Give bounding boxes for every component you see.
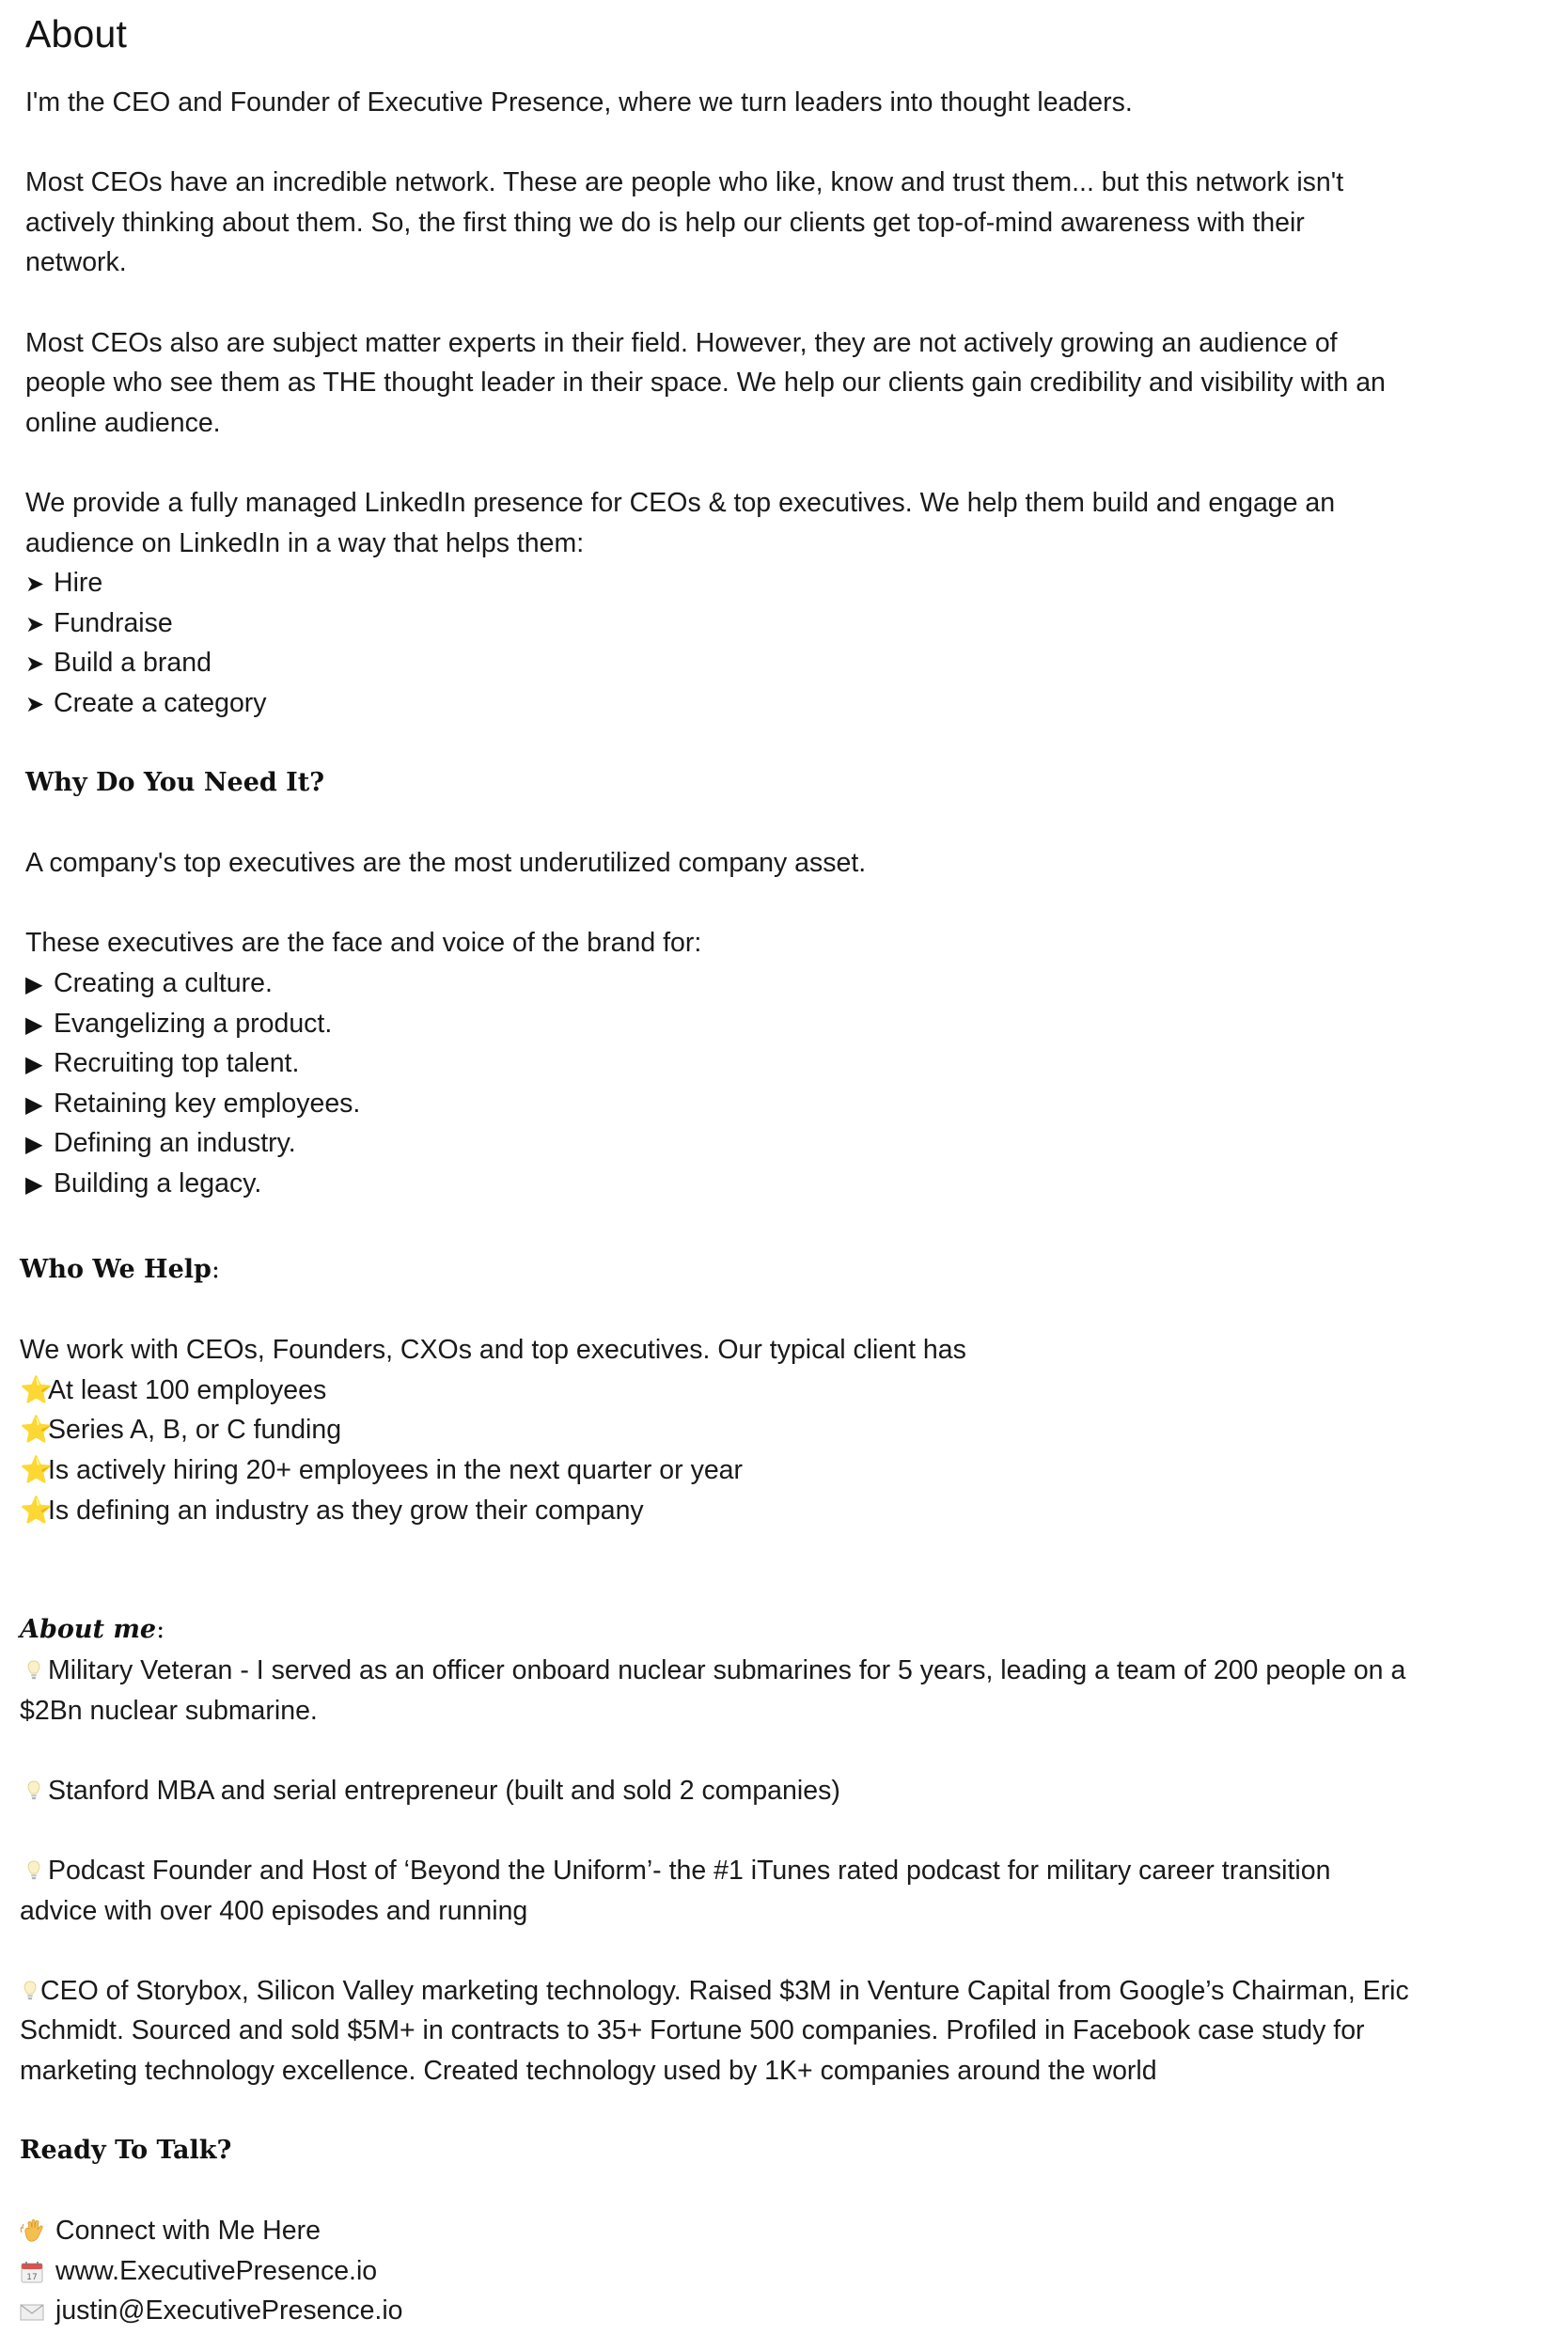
triangle-bullet-icon: ▶ (25, 1091, 43, 1118)
arrowhead-bullet-icon: ➤ (25, 572, 45, 598)
list-item (25, 964, 1548, 1004)
paragraph-line: Schmidt. Sourced and sold $5M+ in contracts to 35+ Fortune 500 companies. Profiled in Facebook case study for (20, 2015, 1365, 2046)
email-row[interactable] (20, 2291, 1543, 2331)
paragraph-line: people who see them as THE thought leader in their space. We help our clients gain credibility and visibility with an (25, 368, 1386, 399)
envelope-icon (20, 2291, 55, 2331)
about-me-heading-colon: : (156, 1615, 165, 1645)
list-item (25, 1164, 1548, 1204)
list-item-text: Series A, B, or C funding (48, 1415, 342, 1446)
star-icon: ⭐ (20, 1495, 53, 1525)
list-item-text: Create a category (54, 687, 267, 718)
list-item-text: Defining an industry. (54, 1128, 296, 1159)
list-item (25, 563, 1548, 603)
list-item (25, 1004, 1548, 1044)
list-item-text: Retaining key employees. (54, 1088, 361, 1119)
website-row[interactable] (20, 2251, 1543, 2292)
list-item (20, 1450, 1543, 1491)
arrowhead-bullet-icon: ➤ (25, 651, 45, 678)
who-heading (20, 1250, 1543, 1291)
triangle-bullet-icon: ▶ (25, 1052, 43, 1078)
who-heading-colon: : (211, 1255, 220, 1284)
paragraph-line: network. (25, 247, 127, 278)
triangle-bullet-icon: ▶ (25, 1011, 43, 1038)
list-item-text: CEO of Storybox, Silicon Valley marketing technology. Raised $3M in Venture Capital from Google’s Chairman, Eric (40, 1975, 1409, 2006)
contact-heading: Ready To Talk? (20, 2136, 232, 2166)
list-item (25, 643, 1548, 683)
list-item (20, 1851, 1543, 1891)
star-icon: ⭐ (20, 1415, 53, 1445)
list-item (25, 1043, 1548, 1084)
why-statement: A company's top executives are the most underutilized company asset. (25, 848, 867, 879)
paragraph-line: online audience. (25, 407, 221, 438)
about-body-lower (20, 1250, 1543, 2331)
paragraph-line: audience on LinkedIn in a way that helps them: (25, 527, 585, 558)
triangle-bullet-icon: ▶ (25, 972, 43, 998)
list-item (25, 1084, 1548, 1124)
list-item (20, 1371, 1543, 1411)
list-item-text: Podcast Founder and Host of ‘Beyond the Uniform’- the #1 iTunes rated podcast for military career transition (48, 1855, 1331, 1886)
paragraph-line: $2Bn nuclear submarine. (20, 1695, 318, 1726)
intro-text: I'm the CEO and Founder of Executive Presence, where we turn leaders into thought leaders. (25, 87, 1133, 118)
who-lead: We work with CEOs, Founders, CXOs and top executives. Our typical client has (20, 1335, 966, 1366)
list-item-text: Hire (54, 568, 103, 599)
list-item-text: Build a brand (54, 648, 212, 679)
paragraph-line: actively thinking about them. So, the first thing we do is help our clients get top-of-mind awareness with their (25, 207, 1305, 238)
paragraph-line: Most CEOs also are subject matter experts in their field. However, they are not actively growing an audience of (25, 327, 1338, 358)
list-item (20, 1410, 1543, 1450)
calendar-icon (20, 2251, 55, 2292)
section-title: About (25, 12, 128, 55)
list-item-text: Recruiting top talent. (54, 1048, 300, 1079)
arrowhead-bullet-icon: ➤ (25, 691, 45, 717)
paragraph-line: advice with over 400 episodes and running (20, 1895, 528, 1926)
arrowhead-bullet-icon: ➤ (25, 611, 45, 637)
list-item-text: Is actively hiring 20+ employees in the next quarter or year (48, 1454, 744, 1485)
triangle-bullet-icon: ▶ (25, 1132, 43, 1158)
paragraph-line: Most CEOs have an incredible network. These are people who like, know and trust them... but this network isn't (25, 167, 1344, 198)
email-link[interactable]: justin@ExecutivePresence.io (55, 2295, 403, 2326)
lightbulb-icon (20, 1771, 48, 1811)
list-item-text: Military Veteran - I served as an officer onboard nuclear submarines for 5 years, leading a team of 200 people on a (48, 1654, 1406, 1685)
star-icon: ⭐ (20, 1454, 53, 1484)
website-link[interactable]: www.ExecutivePresence.io (55, 2255, 378, 2286)
triangle-bullet-icon: ▶ (25, 1172, 43, 1198)
who-heading-text: Who We Help (20, 1255, 212, 1284)
list-item (20, 1971, 1543, 2012)
list-item-text: Creating a culture. (54, 968, 273, 999)
about-body-upper (25, 83, 1548, 1204)
lightbulb-icon (20, 1651, 48, 1691)
list-item (25, 1123, 1548, 1164)
list-item (20, 1771, 1543, 1811)
list-item (20, 1651, 1543, 1691)
list-item-text: Fundraise (54, 607, 173, 638)
list-item-text: At least 100 employees (48, 1374, 327, 1405)
list-item (25, 683, 1548, 724)
why-lead: These executives are the face and voice of the brand for: (25, 928, 702, 959)
connect-row[interactable] (20, 2211, 1543, 2251)
list-item-text: Stanford MBA and serial entrepreneur (built and sold 2 companies) (48, 1775, 840, 1806)
list-item (20, 1491, 1543, 1531)
list-item (25, 603, 1548, 644)
lightbulb-icon (20, 1971, 40, 2012)
list-item-text: Is defining an industry as they grow their company (48, 1495, 644, 1526)
about-me-heading-text: About me (20, 1615, 157, 1645)
list-item-text: Evangelizing a product. (54, 1008, 333, 1039)
svg-text:17: 17 (26, 2272, 38, 2282)
waving-hand-icon (20, 2211, 55, 2251)
lightbulb-icon (20, 1851, 48, 1891)
connect-text: Connect with Me Here (55, 2216, 321, 2247)
paragraph-line: marketing technology excellence. Created technology used by 1K+ companies around the world (20, 2055, 1157, 2086)
about-me-heading (20, 1610, 1543, 1651)
why-heading: Why Do You Need It? (25, 768, 325, 798)
star-icon: ⭐ (20, 1374, 53, 1404)
paragraph-line: We provide a fully managed LinkedIn presence for CEOs & top executives. We help them build and engage an (25, 487, 1336, 518)
list-item-text: Building a legacy. (54, 1168, 262, 1199)
